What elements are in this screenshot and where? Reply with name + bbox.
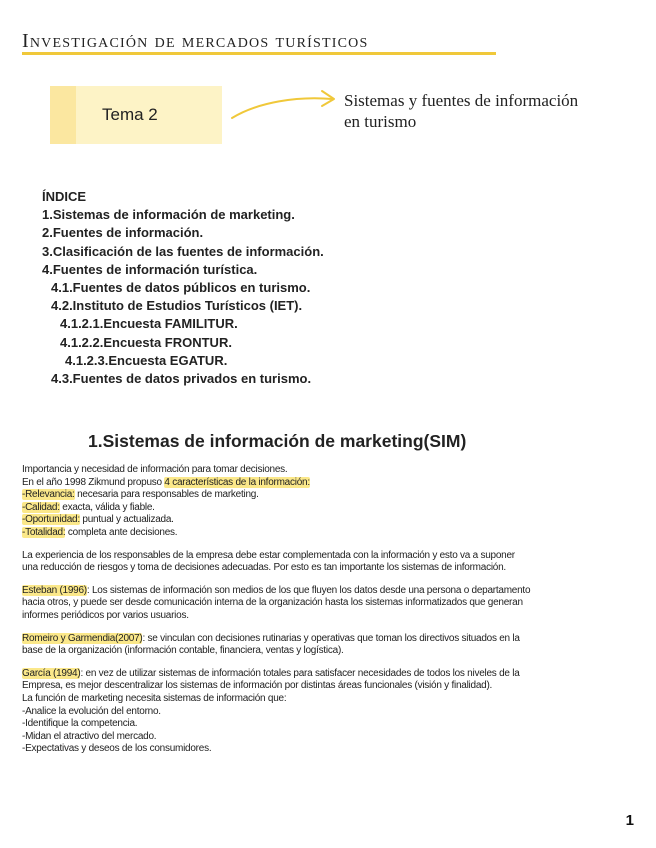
topic-subtitle <box>344 90 644 132</box>
page-number: 1 <box>625 812 634 829</box>
tema-label: Tema 2 <box>102 105 158 124</box>
text-segment: : Los sistemas de información son medios de los que fluyen los datos desde una persona o departamento <box>86 584 531 596</box>
feature-text: puntual y actualizada. <box>79 514 174 526</box>
feature-text: completa ante decisiones. <box>65 526 178 538</box>
list-item: -Expectativas y deseos de los consumidores. <box>22 743 212 755</box>
index-heading: ÍNDICE <box>42 189 87 204</box>
zikmund-highlight: 4 características de la información: <box>164 476 310 488</box>
subtitle-line-1: Sistemas y fuentes de información <box>344 91 579 110</box>
section-title: 1.Sistemas de información de marketing(SIM) <box>88 431 467 451</box>
feature-term: -Calidad: <box>22 501 60 513</box>
text-line <box>22 585 634 598</box>
tema-box <box>50 86 222 144</box>
feature-line <box>22 527 634 540</box>
text-line: hacia otros, y puede ser desde comunicación interna de la organización hasta los sistemas informatizados que generan <box>22 597 523 609</box>
list-item: -Midan el atractivo del mercado. <box>22 730 157 742</box>
feature-line <box>22 514 634 527</box>
index-item: 4.1.2.1.Encuesta FAMILITUR. <box>60 316 238 332</box>
index-item: 4.1.2.3.Encuesta EGATUR. <box>65 352 228 368</box>
document-title: Investigación de mercados turísticos <box>22 30 369 52</box>
index-item: 2.Fuentes de información. <box>42 225 204 241</box>
feature-term: -Oportunidad: <box>22 514 80 526</box>
index-item: 4.2.Instituto de Estudios Turísticos (IET). <box>51 298 303 314</box>
text-line: La función de marketing necesita sistemas de información que: <box>22 692 287 704</box>
intro-line: Importancia y necesidad de información para tomar decisiones. <box>22 464 288 475</box>
index-item: 4.1.2.2.Encuesta FRONTUR. <box>60 334 232 350</box>
text-line <box>22 633 634 646</box>
index-item: 3.Clasificación de las fuentes de información. <box>42 243 324 259</box>
text-line: informes periódicos por varios usuarios. <box>22 609 189 621</box>
feature-text: necesaria para responsables de marketing. <box>74 489 259 501</box>
index-item: 4.1.Fuentes de datos públicos en turismo. <box>51 280 311 296</box>
subtitle-line-2: en turismo <box>344 112 417 131</box>
feature-line <box>22 502 634 515</box>
text-line: base de la organización (información contable, financiera, ventas y logística). <box>22 645 344 657</box>
author-highlight: García (1994) <box>22 667 81 679</box>
paragraph-garcia <box>22 668 634 756</box>
author-highlight: Esteban (1996) <box>22 584 87 596</box>
text-line: una reducción de riesgos y toma de decisiones adecuadas. Por esto es tan importante los sistemas de información. <box>22 562 506 574</box>
index-item: 1.Sistemas de información de marketing. <box>42 207 295 223</box>
tema-stripe <box>50 86 76 144</box>
text-line: La experiencia de los responsables de la empresa debe estar complementada con la información y esto va a suponer <box>22 549 515 561</box>
paragraph-esteban <box>22 585 634 623</box>
paragraph-experience <box>22 550 634 575</box>
index-item: 4.3.Fuentes de datos privados en turismo. <box>51 371 312 387</box>
feature-term: -Relevancia: <box>22 489 75 501</box>
paragraph-romeiro <box>22 633 634 658</box>
feature-line <box>22 489 634 502</box>
zikmund-text: En el año 1998 Zikmund propuso <box>22 476 165 488</box>
index-item: 4.Fuentes de información turística. <box>42 261 258 277</box>
feature-term: -Totalidad: <box>22 526 66 538</box>
table-of-contents <box>42 188 324 388</box>
paragraph-zikmund <box>22 464 634 540</box>
section-body <box>22 464 634 766</box>
text-segment: : se vinculan con decisiones rutinarias y operativas que toman los directivos situados en la <box>142 632 520 644</box>
text-line <box>22 668 634 681</box>
text-line: Empresa, es mejor descentralizar los sistemas de información por distintas áreas funcionales (visión y finalidad). <box>22 680 493 692</box>
list-item: -Identifique la competencia. <box>22 718 138 730</box>
zikmund-line <box>22 477 634 490</box>
list-item: -Analice la evolución del entorno. <box>22 705 161 717</box>
author-highlight: Romeiro y Garmendia(2007) <box>22 632 143 644</box>
feature-text: exacta, válida y fiable. <box>59 501 155 513</box>
title-underline <box>22 52 496 55</box>
arrow-icon <box>228 88 340 122</box>
text-segment: : en vez de utilizar sistemas de información totales para satisfacer necesidades de todos los niveles de la <box>80 667 520 679</box>
